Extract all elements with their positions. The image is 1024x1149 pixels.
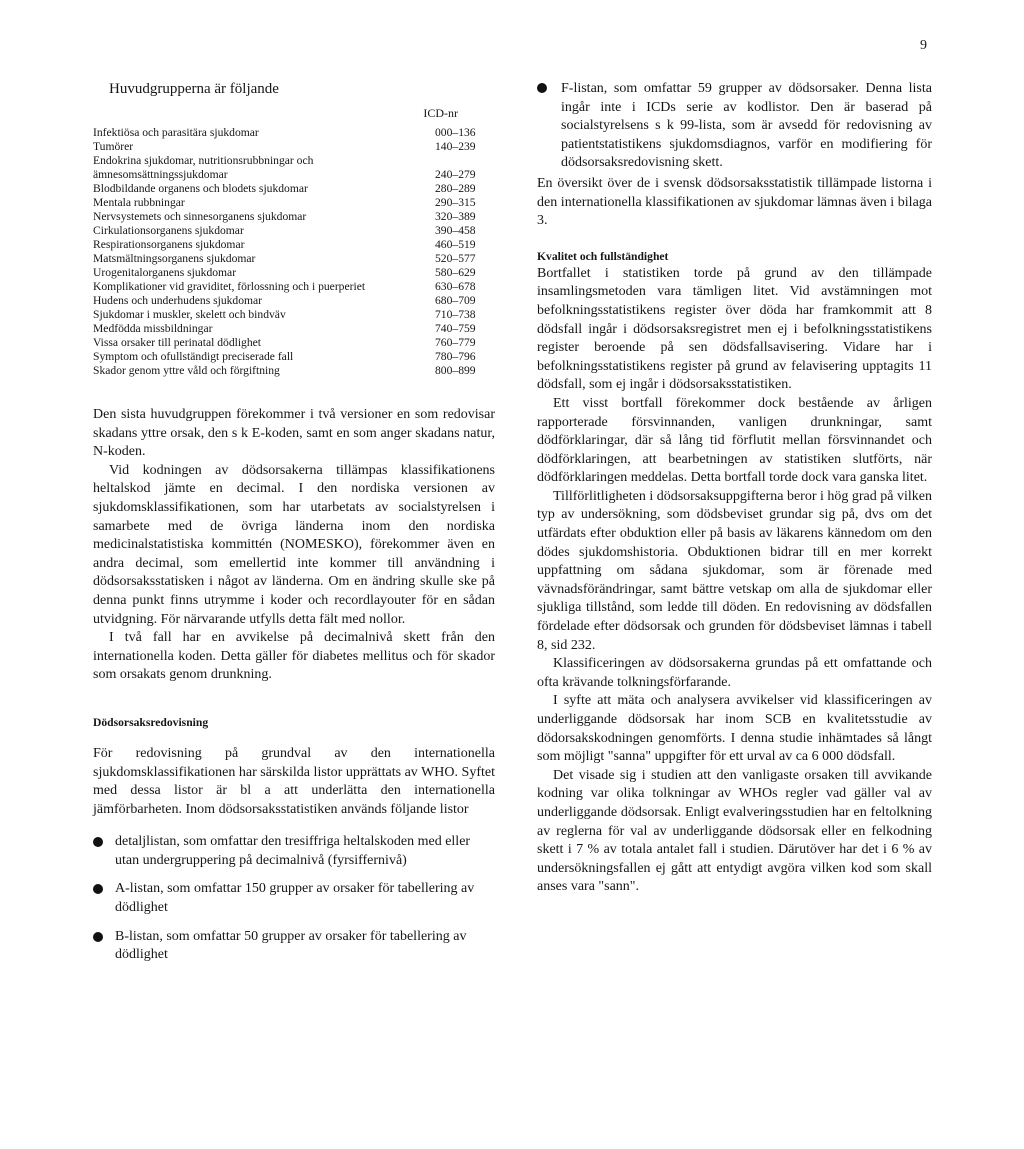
group-icd-code: 460–519: [435, 238, 476, 251]
list-bullets: [93, 833, 495, 965]
group-name: Vissa orsaker till perinatal dödlighet: [93, 336, 262, 349]
group-icd-code: 140–239: [435, 140, 476, 153]
list-item: [93, 880, 495, 917]
table-row: [93, 140, 495, 154]
table-row: [93, 294, 495, 308]
paragraph: Bortfallet i statistiken torde på grund av den tillämpade insamlingsmetoden vara tämligen litet. Vid avstämningen mot befolkningsstatistikens register över döda har framkommit att 8 dödsfall ingår i dödsorsaksregistret men ej i befolkningsstatistikens register beroende på sen dödsfallsavisering. Vidare har i befolkningsstatistikens register på grund av felavisering upptagits 11 dödsfall, som ej ingår i dödsorsaksstatistiken.: [537, 265, 932, 393]
table-row: [93, 182, 495, 196]
table-row: [93, 322, 495, 336]
group-icd-code: 800–899: [435, 364, 476, 377]
table-row: [93, 238, 495, 252]
group-icd-code: 780–796: [435, 350, 476, 363]
group-icd-code: 520–577: [435, 252, 476, 265]
group-name: Tumörer: [93, 140, 134, 153]
table-row: [93, 252, 495, 266]
group-name: Urogenitalorganens sjukdomar: [93, 266, 237, 279]
table-row: [93, 154, 495, 182]
group-icd-code: 740–759: [435, 322, 476, 335]
table-row: [93, 364, 495, 378]
paragraph: I syfte att mäta och analysera avvikelser vid klassificeringen av underliggande dödsorsak har inom SCB en kvalitetsstudie av dödorsakskodningen genomförts. I denna studie inhämtades så långt som möjligt "sanna" uppgifter för ett urval av ca 6 000 dödsfall.: [537, 693, 932, 765]
group-name: Endokrina sjukdomar, nutritionsrubbningar och ämnesomsättningssjukdomar: [93, 154, 314, 181]
table-row: [93, 196, 495, 210]
left-column: [93, 80, 495, 975]
paragraph: För redovisning på grundval av den internationella sjukdomsklassifikationen har särskilda listor upprättats av WHO. Syftet med dessa listor är bl a att underlätta den internationella jämförbarheten. Inom dödsorsaksstatistiken används följande listor: [93, 745, 495, 817]
table-row: [93, 126, 495, 140]
paragraph: Vid kodningen av dödsorsakerna tillämpas klassifikationens heltalskod jämte en decimal. I den nordiska versionen av sjukdomsklassifikationen, som har utarbetats av socialstyrelsen i samarbete med de övriga länderna inom den nordiska medicinalstatistiska kommittén (NOMESKO), förekommer även en andra decimal, som emellertid inte kommer till användning i dödsorsaksstatisken i något av länderna. Om en ändring skulle ske på denna punkt finns utrymme i koder och recordlayouter för en sådan utvidgning. För närvarande utfylls detta fält med nollor.: [93, 462, 495, 627]
group-icd-code: 630–678: [435, 280, 476, 293]
paragraph: Det visade sig i studien att den vanligaste orsaken till avvikande kodning var olika tolkningar av WHOs regler vad gäller val av underliggande dödsorsak. Enligt evalveringsstudien har en feltolkning av reglerna för val av underliggande dödsorsak eller en felkodning skett i 7 % av totala antalet fall i studien. Därutöver har det i 6 % av undersökningsfallen ej gått att entydigt avgöra vilken kod som skall anses vara "sann".: [537, 767, 932, 895]
groups-intro: Huvudgrupperna är följande: [109, 81, 279, 97]
group-icd-code: 290–315: [435, 196, 476, 209]
bullet-icon: [93, 837, 103, 847]
list-item: [93, 928, 495, 965]
paragraph: Klassificeringen av dödsorsakerna grundas på ett omfattande och ofta krävande tolkningsförfarande.: [537, 656, 932, 690]
list-item: [93, 833, 495, 870]
list-item-text: A-listan, som omfattar 150 grupper av orsaker för tabellering av dödlighet: [115, 881, 475, 916]
table-row: [93, 210, 495, 224]
bullet-icon: [537, 83, 547, 93]
group-name: Skador genom yttre våld och förgiftning: [93, 364, 280, 377]
bullet-icon: [93, 884, 103, 894]
group-icd-code: 390–458: [435, 224, 476, 237]
group-name: Mentala rubbningar: [93, 196, 185, 209]
group-name: Respirationsorganens sjukdomar: [93, 238, 245, 251]
group-icd-code: 580–629: [435, 266, 476, 279]
group-icd-code: 760–779: [435, 336, 476, 349]
table-row: [93, 308, 495, 322]
icd-column-header: ICD-nr: [423, 106, 458, 120]
group-name: Blodbildande organens och blodets sjukdomar: [93, 182, 308, 195]
group-icd-code: 280–289: [435, 182, 476, 195]
group-icd-code: 320–389: [435, 210, 476, 223]
table-row: [93, 266, 495, 280]
group-icd-code: 680–709: [435, 294, 476, 307]
list-item-text: F-listan, som omfattar 59 grupper av dödsorsaker. Denna lista ingår inte i ICDs serie av kodlistor. Den är baserad på socialstyrelsens s k 99-lista, som är avsedd för redovisning av patientstatistikens sjukdomsdiagnos, varför en modifiering för dödsorsaksredovisning skett.: [561, 81, 932, 171]
table-row: [93, 336, 495, 350]
list-item-text: B-listan, som omfattar 50 grupper av orsaker för tabellering av dödlighet: [115, 928, 467, 963]
left-body-text: [93, 406, 495, 685]
table-row: [93, 350, 495, 364]
group-name: Infektiösa och parasitära sjukdomar: [93, 126, 259, 139]
group-icd-code: 710–738: [435, 308, 476, 321]
group-name: Matsmältningsorganens sjukdomar: [93, 252, 256, 265]
paragraph: En översikt över de i svensk dödsorsaksstatistik tillämpade listorna i den internationella klassifikationen av sjukdomar lämnas även i bilaga 3.: [537, 175, 932, 229]
group-name: Nervsystemets och sinnesorganens sjukdomar: [93, 210, 307, 223]
group-name: Cirkulationsorganens sjukdomar: [93, 224, 244, 237]
bullet-icon: [93, 932, 103, 942]
paragraph: Ett visst bortfall förekommer dock bestående av årligen rapporterade försvinnanden, vanligen drunkningar, samt dödförklaringar, där så lång tid förflutit mellan försvinnandet och dödförklaringen, att bearbetningen av statistiken slutförts, när dödförklaringen meddelas. Detta bortfall torde dock vara ganska litet.: [537, 395, 932, 486]
list-item-text: detaljlistan, som omfattar den tresiffriga heltalskoden med eller utan undergruppering på decimalnivå (fyrsiffernivå): [115, 834, 471, 868]
paragraph: Den sista huvudgruppen förekommer i två versioner en som redovisar skadans yttre orsak, den s k E-koden, samt en som anger skadans natur, N-koden.: [93, 407, 495, 460]
table-row: [93, 224, 495, 238]
group-name: Komplikationer vid graviditet, förlossning och i puerperiet: [93, 280, 366, 293]
paragraph: Tillförlitligheten i dödsorsaksuppgifterna beror i hög grad på vilken typ av undersökning, som dödsbeviset grundar sig på, dvs om det utfärdats efter obduktion eller på basis av läkarens kännedom om den dödes sjukdomshistoria. Obduktionen bidrar till en mer korrekt uppfattning om sådana sjukdomar, som är förenade med vävnadsförändringar, samt bättre vetskap om alla de sjukdomar eller sjukliga tillstånd, som ledde till döden. En redovisning av dödsfallen fördelade efter dödsorsak och grunden för dödsbeviset lämnas i tabell 8, sid 232.: [537, 488, 932, 653]
group-name: Medfödda missbildningar: [93, 322, 213, 335]
paragraph: I två fall har en avvikelse på decimalnivå skett från den internationella koden. Detta gäller för diabetes mellitus och för skador som orsakats genom drunkning.: [93, 630, 495, 683]
page-number: 9: [920, 38, 927, 53]
group-icd-code: 000–136: [435, 126, 476, 139]
overview-text: [537, 175, 932, 231]
table-row: [93, 280, 495, 294]
main-groups-table: [93, 126, 495, 378]
group-icd-code: 240–279: [435, 168, 476, 181]
list-item: [537, 80, 932, 173]
group-name: Hudens och underhudens sjukdomar: [93, 294, 263, 307]
right-column: [537, 80, 932, 897]
section-text: [93, 745, 495, 819]
section-heading-kvalitet: Kvalitet och fullständighet: [537, 249, 669, 263]
right-body-text: [537, 265, 932, 897]
section-heading-dodsorsaksredovisning: Dödsorsaksredovisning: [93, 715, 209, 729]
group-name: Symptom och ofullständigt preciserade fall: [93, 350, 294, 363]
group-name: Sjukdomar i muskler, skelett och bindväv: [93, 308, 286, 321]
